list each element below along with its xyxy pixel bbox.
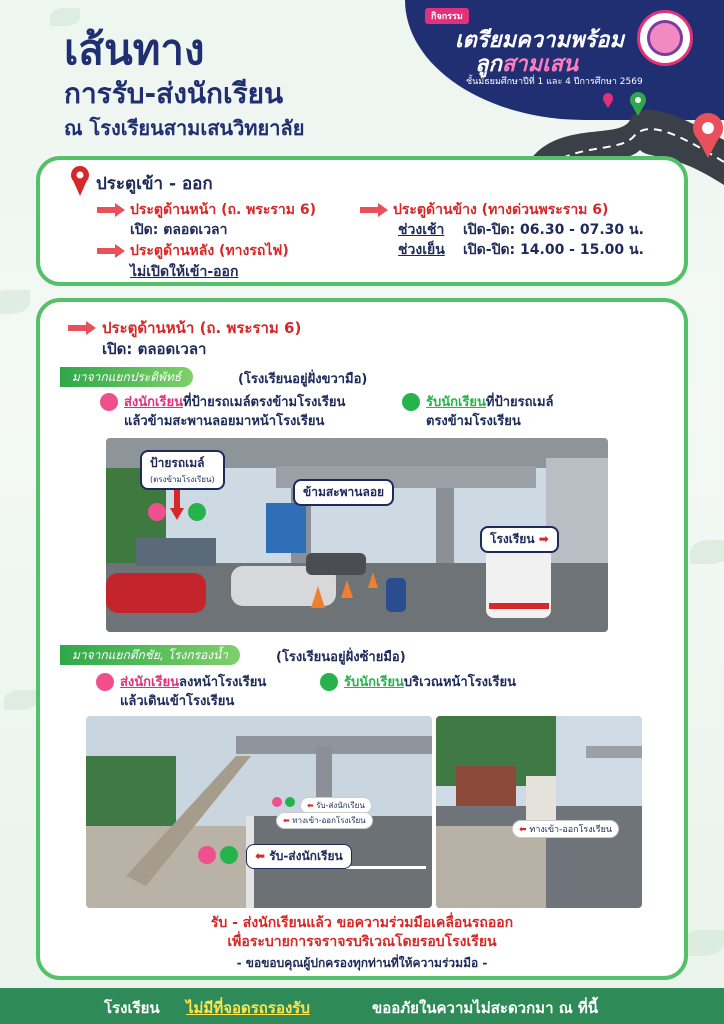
detail-front-title: ประตูด้านหน้า (ถ. พระราม 6) [102,319,302,337]
dropoff-dot-icon [96,673,114,691]
route2-note: (โรงเรียนอยู่ฝั่งซ้ายมือ) [276,650,406,665]
pickup-dot-icon [188,503,206,521]
route1-pick-line2: ตรงข้ามโรงเรียน [426,414,521,429]
side-morning-time: เปิด-ปิด: 06.30 - 07.30 น. [463,222,644,238]
side-evening-label: ช่วงเย็น [398,242,445,258]
route1-drop-line2: แล้วข้ามสะพานลอยมาหน้าโรงเรียน [124,414,325,429]
pickup-dot-icon [402,393,420,411]
route1-note: (โรงเรียนอยู่ฝั่งขวามือ) [238,372,368,387]
back-gate-title: ประตูด้านหลัง (ทางรถไฟ) [130,243,289,259]
mini-label-entrance: ⬅ ทางเข้า-ออกโรงเรียน [276,812,373,829]
notice-line1: รับ - ส่งนักเรียนแล้ว ขอความร่วมมือเคลื่อนรถออก [210,915,514,931]
route2-dropoff [120,671,266,692]
footer-no-parking: ไม่มีที่จอดรถรองรับ [186,999,310,1017]
entrance-label: ⬅ ทางเข้า-ออกโรงเรียน [512,820,619,838]
dropoff-dot-icon [198,846,216,864]
back-gate-open: ไม่เปิดให้เข้า-ออก [130,264,239,280]
leaf-decoration [0,290,30,314]
arrow-right-icon [68,321,96,335]
detail-front-open: เปิด: ตลอดเวลา [102,340,207,358]
banner-line1: เตรียมความพร้อม [455,28,624,53]
dropoff-point-text: รับ-ส่งนักเรียน [269,849,343,863]
entrance-label-text: ทางเข้า-ออกโรงเรียน [529,825,612,835]
pickup-dot-icon [320,673,338,691]
leaf-decoration [690,540,724,564]
footer-school: โรงเรียน [104,999,160,1017]
location-pin-icon [70,166,90,196]
side-gate-title: ประตูด้านข้าง (ทางด่วนพระราม 6) [393,202,609,218]
leaf-decoration [50,8,80,26]
page-subtitle: การรับ-ส่งนักเรียน [64,77,284,110]
route1-pill: มาจากแยกประดิพัทธ์ [60,367,193,387]
notice-line2: เพื่อระบายการจราจรบริเวณโดยรอบโรงเรียน [227,934,497,950]
route2-pill: มาจากแยกตึกชัย, โรงกรองน้ำ [60,645,240,665]
dropoff-point-label: ⬅ รับ-ส่งนักเรียน [246,844,352,869]
pickup-dot-icon [220,846,238,864]
route2-street-photo [86,716,432,908]
mini-label-entrance-text: ทางเข้า-ออกโรงเรียน [292,816,366,825]
route1-drop-hl: ส่งนักเรียน [124,395,183,410]
route2-drop-hl: ส่งนักเรียน [120,675,179,690]
gates-heading: ประตูเข้า - ออก [96,174,213,194]
arrow-down-icon [170,490,184,520]
dropoff-dot-icon [148,503,166,521]
bus-stop-sub-text: (ตรงข้ามโรงเรียน) [150,475,215,484]
arrow-right-icon [360,203,388,217]
bus-stop-label [140,450,225,490]
arrow-right-icon [97,244,125,258]
leaf-decoration [4,690,38,710]
banner-line2-b: สามเสน [501,52,579,77]
pickup-dot-icon [285,797,295,807]
front-gate-open: เปิด: ตลอดเวลา [130,222,228,238]
school-direction-text: โรงเรียน [490,532,535,546]
route2-drop-line2: แล้วเดินเข้าโรงเรียน [120,694,235,709]
route2-drop-rest: ลงหน้าโรงเรียน [178,675,267,690]
route1-drop-rest: ที่ป้ายรถเมล์ตรงข้ามโรงเรียน [182,395,346,410]
page-title: เส้นทาง [64,25,205,74]
front-gate-title: ประตูด้านหน้า (ถ. พระราม 6) [130,202,317,218]
school-emblem-icon [637,10,693,66]
mini-label-dropoff: ⬅ รับ-ส่งนักเรียน [300,797,372,814]
title-block [64,26,444,142]
route2-pick-hl: รับนักเรียน [344,675,404,690]
banner-line3: ชั้นมัธยมศึกษาปีที่ 1 และ 4 ปีการศึกษา 2569 [466,77,643,87]
arrow-right-icon [97,203,125,217]
school-name: ณ โรงเรียนสามเสนวิทยาลัย [64,116,305,140]
side-morning-label: ช่วงเช้า [398,222,445,238]
route2-pick-rest: บริเวณหน้าโรงเรียน [403,675,516,690]
route1-pick-hl: รับนักเรียน [426,395,486,410]
route1-dropoff [124,391,345,412]
route1-pickup [426,391,554,412]
dropoff-dot-icon [100,393,118,411]
overpass-label: ข้ามสะพานลอย [293,479,394,506]
school-direction-label: โรงเรียน ➡ [480,526,559,553]
mini-label-dropoff-text: รับ-ส่งนักเรียน [316,801,365,810]
route2-pickup [344,671,516,692]
bus-stop-text: ป้ายรถเมล์ [150,456,205,470]
banner-line2-a: ลูก [475,52,502,77]
banner-tag: กิจกรรม [425,8,469,24]
map-pin-icon [603,93,613,108]
footer-apology: ขออภัยในความไม่สะดวกมา ณ ที่นี้ [372,999,598,1017]
school-entrance-photo [436,716,642,908]
thanks-line: - ขอขอบคุณผู้ปกครองทุกท่านที่ให้ความร่วมมือ - [236,956,488,970]
side-evening-time: เปิด-ปิด: 14.00 - 15.00 น. [463,242,644,258]
dropoff-dot-icon [272,797,282,807]
route1-pick-rest: ที่ป้ายรถเมล์ [485,395,554,410]
